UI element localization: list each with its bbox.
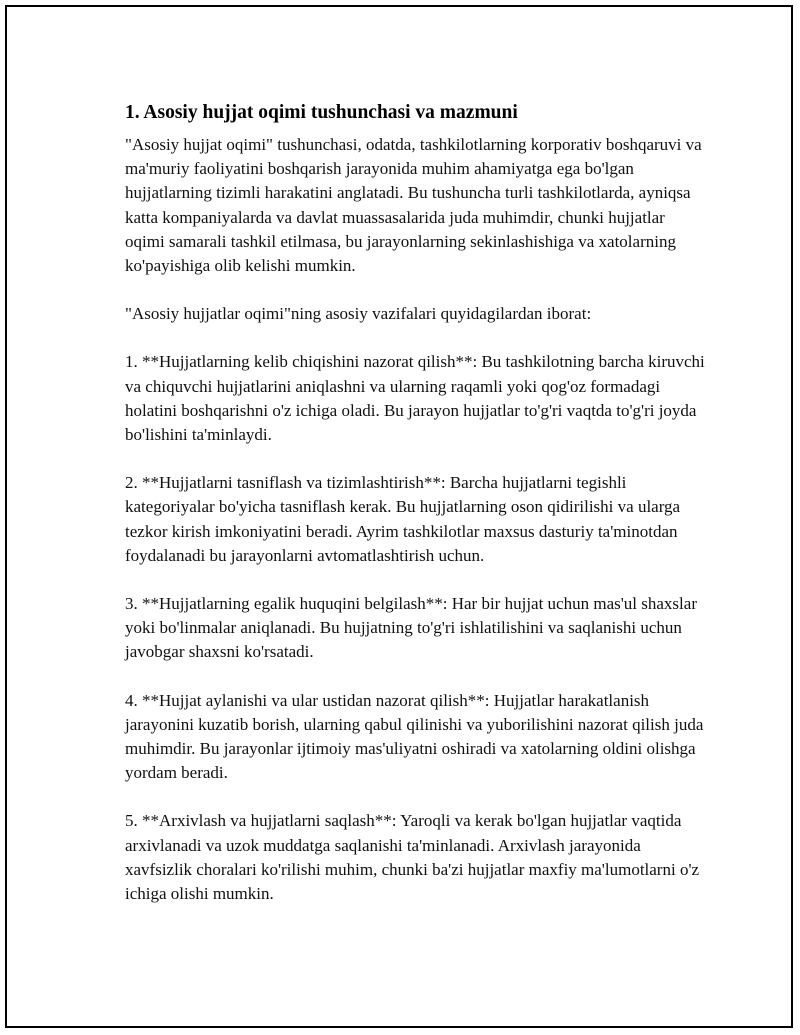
task-item-1: 1. **Hujjatlarning kelib chiqishini nazorat qilish**: Bu tashkilotning barcha kiruvchi va chiquvchi hujjatlarini aniqlashni va ularning raqamli yoki qog'oz formadagi holatini boshqarishni o'z ichiga oladi. Bu jarayon hujjatlar to'g'ri vaqtda to'g'ri joyda bo'lishini ta'minlaydi.	[125, 352, 705, 445]
task-item-3: 3. **Hujjatlarning egalik huquqini belgilash**: Har bir hujjat uchun mas'ul shaxslar yoki bo'linmalar aniqlanadi. Bu hujjatning to'g'ri ishlatilishini va saqlanishi uchun javobgar shaxsni ko'rsatadi.	[125, 594, 697, 662]
task-item-4: 4. **Hujjat aylanishi va ular ustidan nazorat qilish**: Hujjatlar harakatlanish jarayonini kuzatib borish, ularning qabul qilinishi va yuborilishini nazorat qilish juda muhimdir. Bu jarayonlar ijtimoiy mas'uliyatni oshiradi va xatolarning oldini olishga yordam beradi.	[125, 690, 704, 783]
tasks-lead-paragraph: "Asosiy hujjatlar oqimi"ning asosiy vazifalari quyidagilardan iborat:	[125, 304, 592, 324]
task-item-5: 5. **Arxivlash va hujjatlarni saqlash**: Yaroqli va kerak bo'lgan hujjatlar vaqtida arxivlanadi va uzok muddatga saqlanishi ta'minlanadi. Arxivlash jarayonida xavfsizlik choralari ko'rilishi muhim, chunki ba'zi hujjatlar maxfiy ma'lumotlarni o'z ichiga olishi mumkin.	[125, 811, 700, 904]
intro-paragraph: "Asosiy hujjat oqimi" tushunchasi, odatda, tashkilotlarning korporativ boshqaruvi va ma'muriy faoliyatini boshqarish jarayonida muhim ahamiyatga ega bo'lgan hujjatlarning tizimli harakatini anglatadi. Bu tushuncha turli tashkilotlarda, ayniqsa katta kompaniyalarda va davlat muassasalarida juda muhimdir, chunki hujjatlar oqimi samarali tashkil etilmasa, bu jarayonlarning sekinlashishiga va xatolarning ko'payishiga olib kelishi mumkin.	[125, 135, 702, 276]
task-item-2: 2. **Hujjatlarni tasniflash va tizimlashtirish**: Barcha hujjatlarni tegishli kategoriyalar bo'yicha tasniflash kerak. Bu hujjatlarning oson qidirilishi va ularga tezkor kirish imkoniyatini beradi. Ayrim tashkilotlar maxsus dasturiy ta'minotdan foydalanadi bu jarayonlarni avtomatlashtirish uchun.	[125, 473, 681, 565]
page-frame	[5, 5, 793, 1028]
document-title: 1. Asosiy hujjat oqimi tushunchasi va mazmuni	[125, 102, 518, 123]
document-body	[125, 101, 705, 930]
